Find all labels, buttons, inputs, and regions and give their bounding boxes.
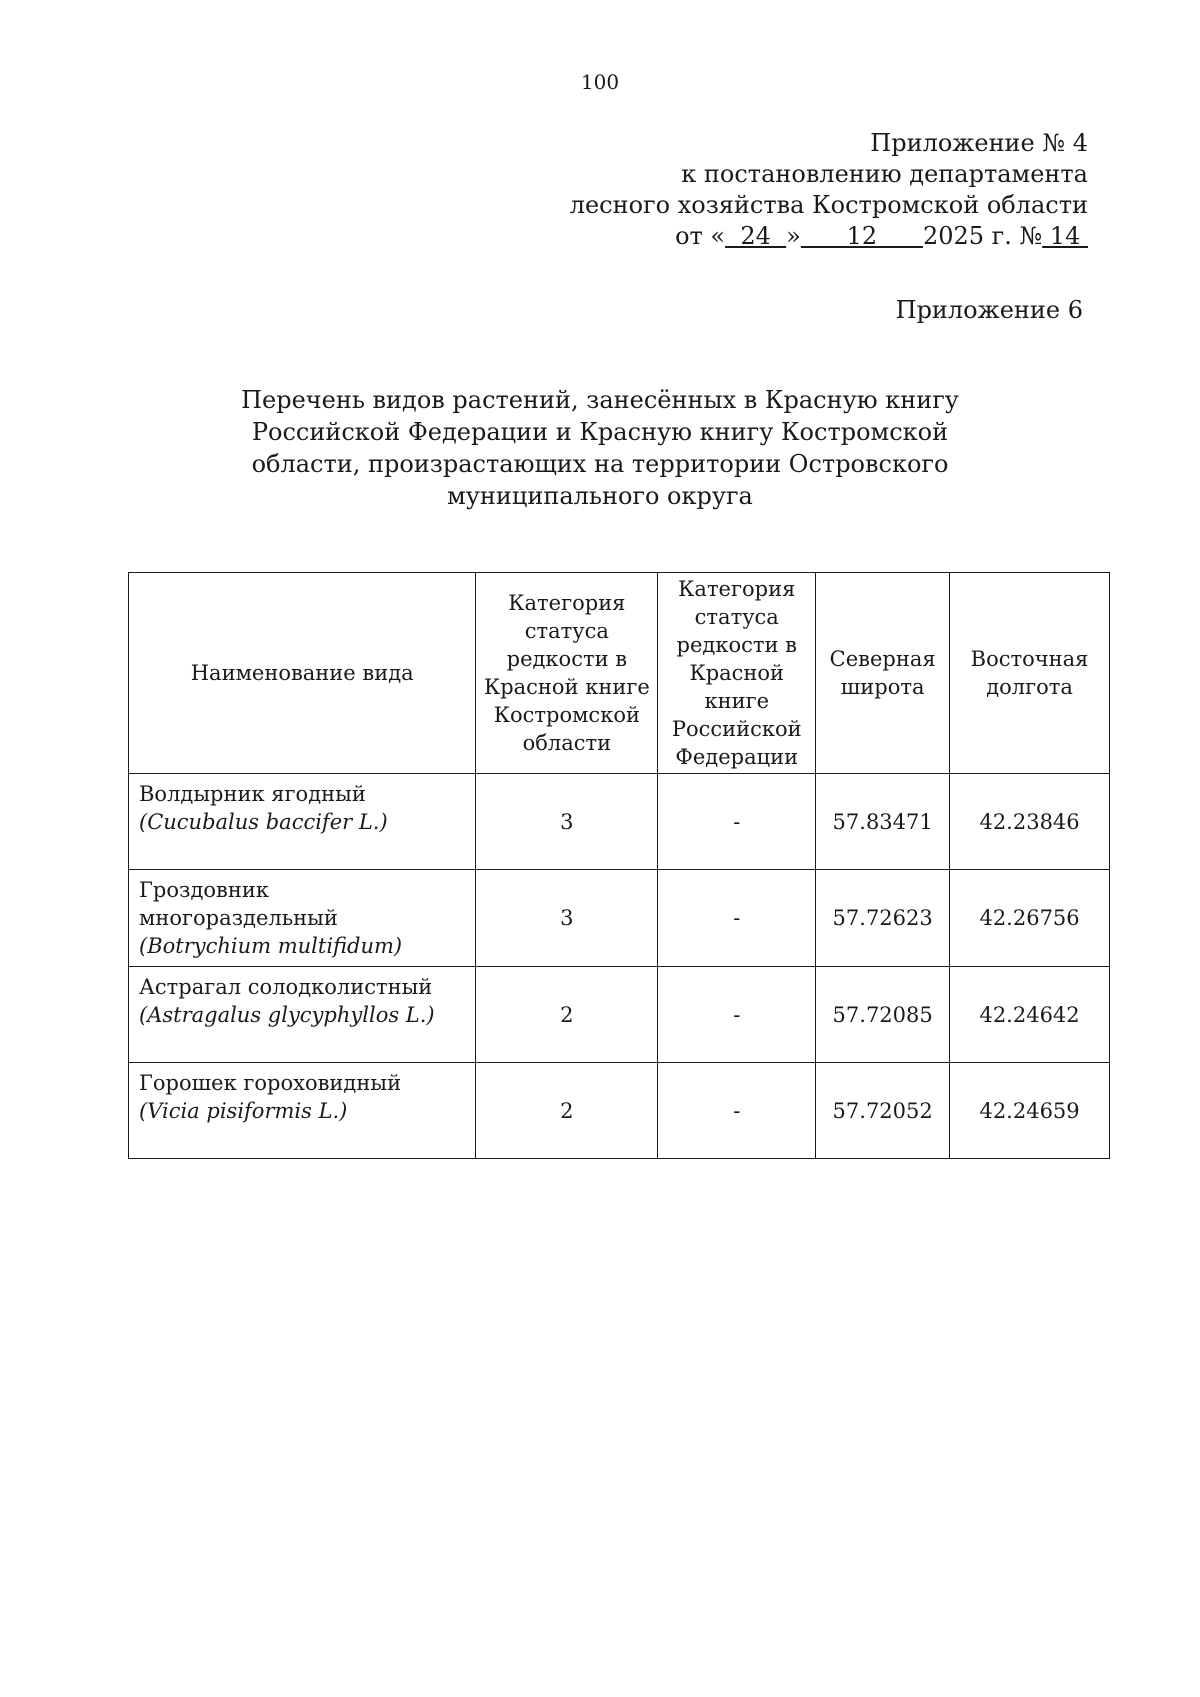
species-latin-name: (Vicia pisiformis L.) [139,1099,348,1123]
table-row [129,1063,1110,1159]
rf-category-cell: - [658,967,816,1063]
kostroma-category-cell: 2 [476,967,658,1063]
species-name-cell [129,774,476,870]
date-year: 2025 г. № [922,222,1043,250]
species-name: Гроздовник многораздельный [139,878,338,930]
header-longitude: Восточная долгота [950,573,1110,774]
date-prefix: от « [675,222,726,250]
title-line: муниципального округа [447,482,753,510]
appendix-reference: к постановлению департамента [681,160,1088,188]
kostroma-category-cell: 2 [476,1063,658,1159]
appendix-title: Приложение № 4 [870,129,1088,157]
title-line: Российской Федерации и Красную книгу Костромской [251,418,949,446]
page-number: 100 [580,70,620,94]
appendix-date-line [570,221,1088,252]
date-day: 24 [725,222,787,250]
latitude-cell: 57.72085 [816,967,950,1063]
species-name-cell [129,870,476,967]
document-number: 14 [1042,222,1088,250]
longitude-cell: 42.26756 [950,870,1110,967]
species-name: Горошек гороховидный [139,1071,402,1095]
document-title [230,384,970,512]
table-row [129,967,1110,1063]
species-name: Астрагал солодколистный [139,975,433,999]
longitude-cell: 42.24659 [950,1063,1110,1159]
species-name-cell [129,1063,476,1159]
kostroma-category-cell: 3 [476,774,658,870]
species-name: Волдырник ягодный [139,782,366,806]
longitude-cell: 42.24642 [950,967,1110,1063]
species-latin-name: (Astragalus glycyphyllos L.) [139,1003,435,1027]
longitude-cell: 42.23846 [950,774,1110,870]
title-line: Перечень видов растений, занесённых в Красную книгу [241,386,959,414]
latitude-cell: 57.83471 [816,774,950,870]
appendix-department: лесного хозяйства Костромской области [569,191,1088,219]
appendix-header [570,128,1088,252]
date-month: 12 [800,222,923,250]
kostroma-category-cell: 3 [476,870,658,967]
species-latin-name: (Botrychium multifidum) [139,934,403,958]
rf-category-cell: - [658,774,816,870]
appendix-6-label: Приложение 6 [895,296,1083,324]
header-latitude: Северная широта [816,573,950,774]
species-latin-name: (Cucubalus baccifer L.) [139,810,388,834]
species-name-cell [129,967,476,1063]
latitude-cell: 57.72623 [816,870,950,967]
table-header-row [129,573,1110,774]
table-row [129,774,1110,870]
header-rf-category: Категория статуса редкости в Красной книге Российской Федерации [658,573,816,774]
rf-category-cell: - [658,1063,816,1159]
title-line: области, произрастающих на территории Островского [251,450,949,478]
latitude-cell: 57.72052 [816,1063,950,1159]
header-species-name: Наименование вида [129,573,476,774]
species-table [128,572,1110,1159]
date-mid: » [786,222,801,250]
header-kostroma-category: Категория статуса редкости в Красной книге Костромской области [476,573,658,774]
rf-category-cell: - [658,870,816,967]
table-row [129,870,1110,967]
